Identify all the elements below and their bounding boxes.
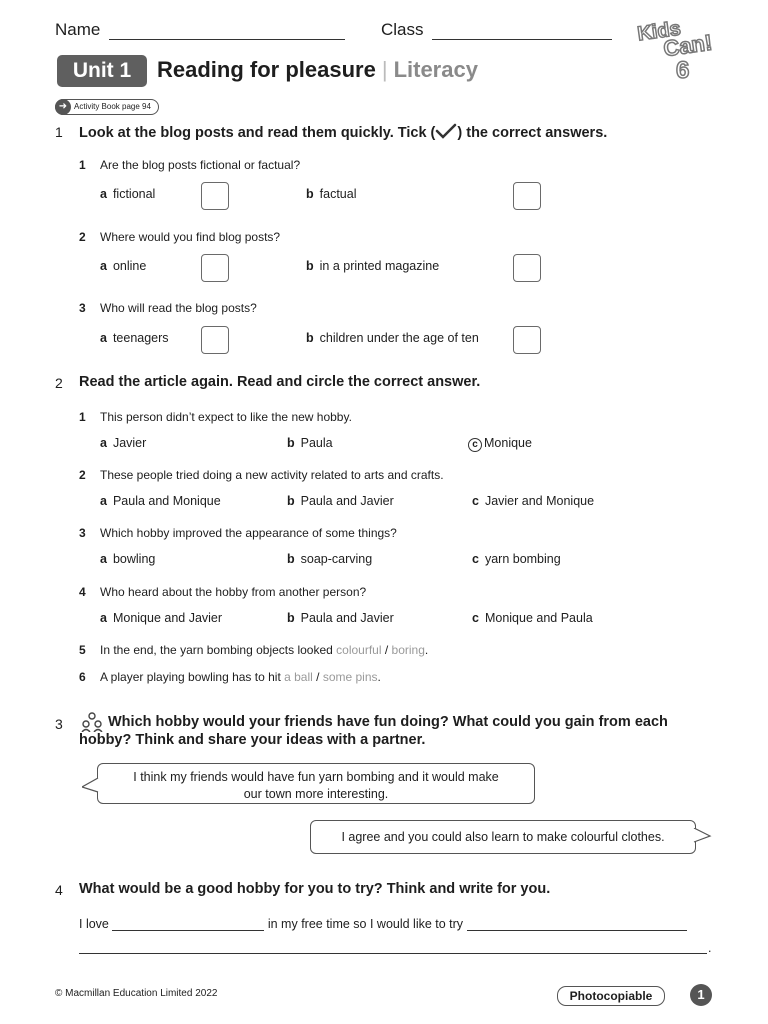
q2-item6-sentence <box>100 670 381 684</box>
option-text: Monique and Javier <box>112 611 223 625</box>
tick-box[interactable] <box>201 326 229 354</box>
q1-text-before: Look at the blog posts and read them quickly. Tick ( <box>79 125 436 141</box>
q1-text-after: ) the correct answers. <box>457 125 608 141</box>
q1-instruction <box>79 123 607 141</box>
option-text: fictional <box>112 187 156 201</box>
logo-kids: Kids <box>636 17 683 46</box>
option-letter: b <box>306 259 314 273</box>
option-letter: c <box>472 611 479 625</box>
q3-instruction-line1: Which hobby would your friends have fun doing? What could you gain from each <box>108 714 668 730</box>
tick-box[interactable] <box>201 182 229 210</box>
option-letter: b <box>287 436 295 450</box>
option-text: Monique and Paula <box>484 611 593 625</box>
q2-item-number: 4 <box>79 585 86 599</box>
tick-box[interactable] <box>513 326 541 354</box>
logo-can: Can! <box>661 29 714 62</box>
name-line[interactable] <box>109 25 345 40</box>
sentence-part1: I love <box>79 917 109 931</box>
option-text: Paula and Javier <box>300 611 394 625</box>
q1-number: 1 <box>55 124 63 140</box>
q2-option-c-circled[interactable] <box>468 436 532 452</box>
option-letter: a <box>100 436 107 450</box>
choice-colourful[interactable]: colourful <box>336 643 382 657</box>
option-letter: b <box>306 331 314 345</box>
option-letter: a <box>100 259 107 273</box>
option-letter: a <box>100 494 107 508</box>
name-label: Name <box>55 20 101 39</box>
title-main: Reading for pleasure <box>157 57 376 82</box>
tick-icon <box>435 123 457 139</box>
choice-boring[interactable]: boring <box>391 643 425 657</box>
q2-number: 2 <box>55 375 63 391</box>
circled-letter-c: c <box>468 438 482 452</box>
logo-level: 6 <box>676 57 690 82</box>
q1-option-a <box>100 331 169 345</box>
option-letter: a <box>100 552 107 566</box>
q1-option-a <box>100 187 155 201</box>
answer-line-full[interactable] <box>79 953 707 954</box>
tick-box[interactable] <box>513 182 541 210</box>
sentence-text: In the end, the yarn bombing objects looked <box>100 643 337 657</box>
q2-option-b[interactable] <box>287 494 394 508</box>
q4-number: 4 <box>55 882 63 898</box>
option-text: Paula and Monique <box>112 494 221 508</box>
tick-box[interactable] <box>513 254 541 282</box>
photocopiable-badge: Photocopiable <box>557 986 665 1006</box>
q2-item-question: Who heard about the hobby from another person? <box>100 585 367 599</box>
q1-item-number: 2 <box>79 230 86 244</box>
title-divider: | <box>381 57 388 82</box>
option-text: yarn bombing <box>484 552 561 566</box>
option-letter: b <box>287 552 295 566</box>
option-text: factual <box>319 187 357 201</box>
q2-item5-sentence <box>100 643 428 657</box>
page-title <box>157 57 478 83</box>
answer-line-hobby[interactable] <box>112 916 264 931</box>
option-letter: c <box>472 552 479 566</box>
option-text: bowling <box>112 552 156 566</box>
option-text: teenagers <box>112 331 169 345</box>
q3-number: 3 <box>55 716 63 732</box>
pair-work-icon <box>80 712 104 732</box>
option-letter: b <box>287 494 295 508</box>
option-letter: c <box>472 494 479 508</box>
class-field <box>381 20 612 40</box>
q2-option-c[interactable] <box>472 611 593 625</box>
sentence-end: . <box>424 643 429 657</box>
q2-instruction: Read the article again. Read and circle the correct answer. <box>79 374 481 390</box>
q3-instruction-line2: hobby? Think and share your ideas with a partner. <box>79 732 426 748</box>
page-number: 1 <box>690 984 712 1006</box>
option-text: Paula and Javier <box>300 494 394 508</box>
q2-item-number: 1 <box>79 410 86 424</box>
arrow-right-icon: ➜ <box>55 99 71 115</box>
choice-a-ball[interactable]: a ball <box>284 670 313 684</box>
class-line[interactable] <box>432 25 612 40</box>
name-field <box>55 20 345 40</box>
choice-some-pins[interactable]: some pins <box>322 670 378 684</box>
q2-item-number: 3 <box>79 526 86 540</box>
q2-item-number: 2 <box>79 468 86 482</box>
q2-option-a[interactable] <box>100 552 155 566</box>
q2-option-b[interactable] <box>287 552 372 566</box>
q1-item-number: 3 <box>79 301 86 315</box>
sentence-text: A player playing bowling has to hit <box>100 670 285 684</box>
tick-box[interactable] <box>201 254 229 282</box>
class-label: Class <box>381 20 424 39</box>
option-letter: b <box>306 187 314 201</box>
activity-book-reference <box>55 99 159 115</box>
choice-separator: / <box>312 670 323 684</box>
bubble-line: our town more interesting. <box>243 787 389 801</box>
q2-option-b[interactable] <box>287 436 333 450</box>
q1-option-a <box>100 259 146 273</box>
choice-separator: / <box>381 643 392 657</box>
sentence-end-period: . <box>708 941 712 955</box>
q2-option-a[interactable] <box>100 436 146 450</box>
bubble-tail-left <box>82 778 100 794</box>
option-text: Javier and Monique <box>484 494 595 508</box>
sentence-part2: in my free time so I would like to try <box>267 917 464 931</box>
option-text: soap-carving <box>300 552 373 566</box>
title-subtitle: Literacy <box>393 57 478 82</box>
option-letter: a <box>100 187 107 201</box>
q1-item-question: Are the blog posts fictional or factual? <box>100 158 301 172</box>
q1-item-question: Who will read the blog posts? <box>100 301 257 315</box>
q2-item-number: 5 <box>79 643 86 657</box>
q4-sentence <box>79 916 687 931</box>
q1-option-b <box>306 331 479 345</box>
q2-option-c[interactable] <box>472 552 561 566</box>
copyright: © Macmillan Education Limited 2022 <box>55 988 218 999</box>
q1-item-number: 1 <box>79 158 86 172</box>
q1-option-b <box>306 187 356 201</box>
q2-option-c[interactable] <box>472 494 594 508</box>
q4-instruction: What would be a good hobby for you to try? Think and write for you. <box>79 881 551 897</box>
speech-bubble-right: I agree and you could also learn to make colourful clothes. <box>310 820 696 854</box>
q2-item-question: These people tried doing a new activity related to arts and crafts. <box>100 468 444 482</box>
option-text: online <box>112 259 147 273</box>
answer-line-try[interactable] <box>467 916 687 931</box>
activity-book-label: Activity Book page 94 <box>74 102 151 111</box>
option-text: children under the age of ten <box>319 331 479 345</box>
kids-can-logo <box>636 16 716 82</box>
q2-item-number: 6 <box>79 670 86 684</box>
option-text: Monique <box>484 436 532 450</box>
q2-item-question: This person didn’t expect to like the new hobby. <box>100 410 352 424</box>
sentence-end: . <box>377 670 381 684</box>
speech-bubble-left <box>97 763 535 804</box>
q2-option-a[interactable] <box>100 494 221 508</box>
q2-item-question: Which hobby improved the appearance of some things? <box>100 526 397 540</box>
option-text: Paula <box>300 436 333 450</box>
bubble-line: I think my friends would have fun yarn bombing and it would make <box>133 770 499 784</box>
option-text: in a printed magazine <box>319 259 440 273</box>
option-letter: b <box>287 611 295 625</box>
unit-badge: Unit 1 <box>57 55 147 87</box>
q2-option-a[interactable] <box>100 611 222 625</box>
q2-option-b[interactable] <box>287 611 394 625</box>
option-text: Javier <box>112 436 147 450</box>
option-letter: a <box>100 611 107 625</box>
option-letter: a <box>100 331 107 345</box>
q1-option-b <box>306 259 439 273</box>
bubble-tail-right <box>692 828 712 844</box>
q1-item-question: Where would you find blog posts? <box>100 230 281 244</box>
